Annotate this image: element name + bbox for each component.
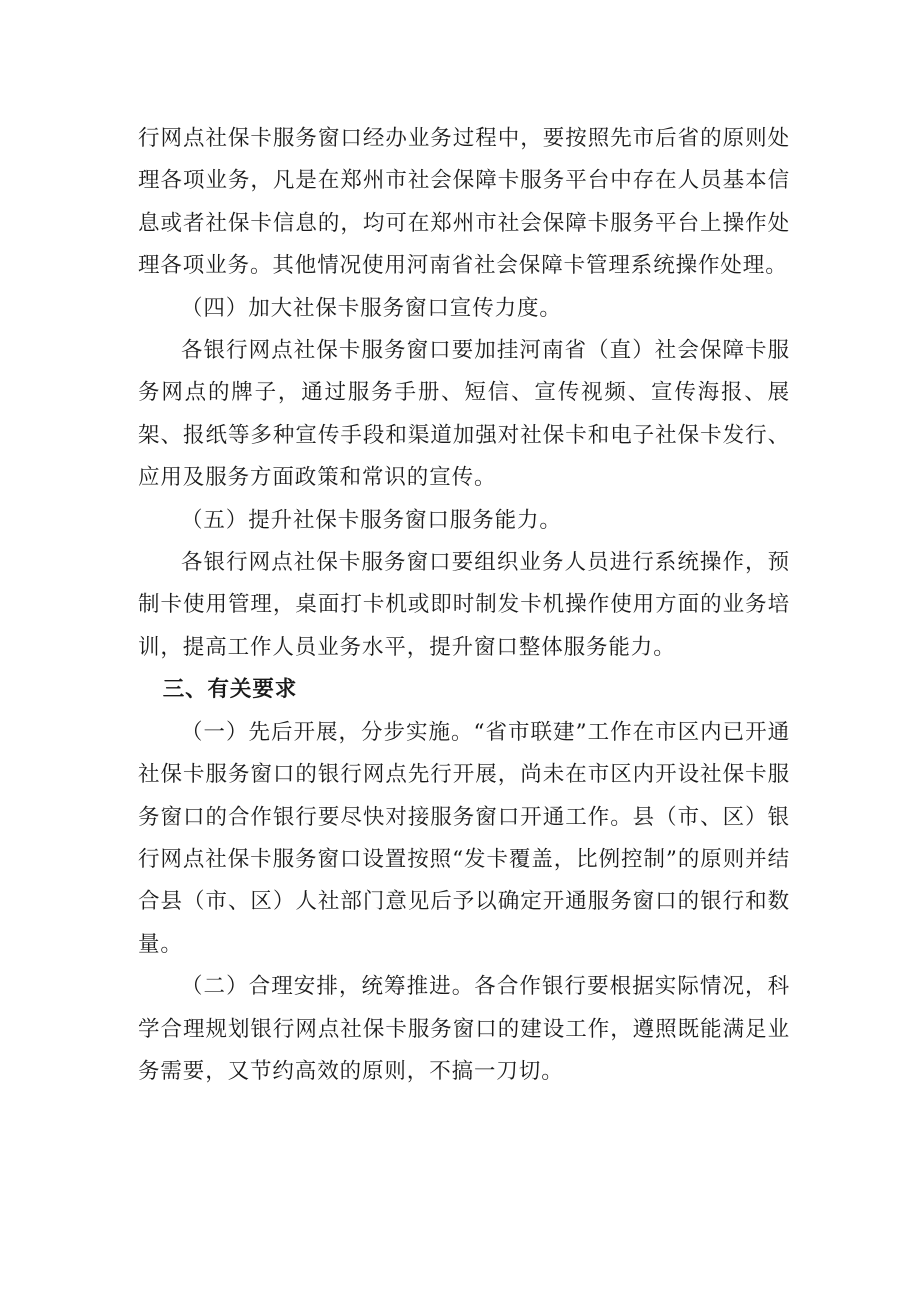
- paragraph-publicity: 各银行网点社保卡服务窗口要加挂河南省（直）社会保障卡服务网点的牌子，通过服务手册、短信、宣传视频、宣传海报、展架、报纸等多种宣传手段和渠道加强对社保卡和电子社保卡发行、应用及服务方面政策和常识的宣传。: [138, 338, 790, 491]
- paragraph-service-capability: 各银行网点社保卡服务窗口要组织业务人员进行系统操作，预制卡使用管理，桌面打卡机或即时制发卡机操作使用方面的业务培训，提高工作人员业务水平，提升窗口整体服务能力。: [138, 550, 790, 660]
- paragraph-processing-rules: 行网点社保卡服务窗口经办业务过程中，要按照先市后省的原则处理各项业务，凡是在郑州市社会保障卡服务平台中存在人员基本信息或者社保卡信息的，均可在郑州市社会保障卡服务平台上操作处理各项业务。其他情况使用河南省社会保障卡管理系统操作处理。: [138, 126, 790, 279]
- paragraph-reasonable-arrangement: （二）合理安排，统筹推进。各合作银行要根据实际情况，科学合理规划银行网点社保卡服务窗口的建设工作，遵照既能满足业务需要，又节约高效的原则，不搞一刀切。: [138, 974, 790, 1084]
- paragraph-phased-implementation: （一）先后开展，分步实施。“省市联建”工作在市区内已开通社保卡服务窗口的银行网点先行开展，尚未在市区内开设社保卡服务窗口的合作银行要尽快对接服务窗口开通工作。县（市、区）银行网点社保卡服务窗口设置按照“发卡覆盖，比例控制”的原则并结合县（市、区）人社部门意见后予以确定开通服务窗口的银行和数量。: [138, 719, 790, 957]
- document-body: [138, 118, 790, 1093]
- subheading-publicity: （四）加大社保卡服务窗口宣传力度。: [181, 295, 562, 321]
- section-heading-requirements: 三、有关要求: [162, 677, 298, 703]
- subheading-service-capability: （五）提升社保卡服务窗口服务能力。: [181, 507, 562, 533]
